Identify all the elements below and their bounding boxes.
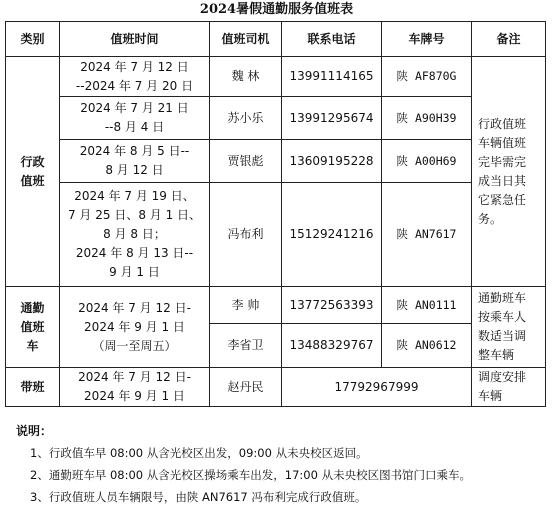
driver-cell: 李省卫 — [210, 324, 282, 368]
note-item: 2、通勤班车早 08:00 从含光校区操场乘车出发，17:00 从未央校区图书馆门口乘车。 — [30, 468, 472, 482]
header-driver: 值班司机 — [210, 22, 282, 57]
duty-time-cell: 2024 年 7 月 12 日 --2024 年 7 月 20 日 — [60, 57, 210, 97]
header-duty-time: 值班时间 — [60, 22, 210, 57]
table-row — [6, 183, 546, 287]
table-row — [6, 97, 546, 140]
driver-cell: 赵丹民 — [210, 368, 282, 407]
duty-schedule-table — [5, 21, 546, 407]
note-item: 1、行政值车早 08:00 从含光校区出发，09:00 从未央校区返回。 — [30, 446, 368, 460]
plate-cell: 陕 AN0612 — [382, 324, 472, 368]
driver-cell: 李 帅 — [210, 287, 282, 324]
phone-cell: 15129241216 — [282, 183, 382, 287]
plate-cell: 陕 AN7617 — [382, 183, 472, 287]
header-phone: 联系电话 — [282, 22, 382, 57]
driver-cell: 贾银彪 — [210, 140, 282, 183]
header-row — [6, 22, 546, 57]
remark-shuttle: 通勤班车 按乘车人 数适当调 整车辆 — [472, 287, 546, 368]
phone-cell: 17792967999 — [282, 368, 472, 407]
category-admin: 行政 值班 — [6, 57, 60, 287]
duty-time-cell: 2024 年 7 月 19 日、 7 月 25 日、8 月 1 日、 8 月 8 日； 2024 年 8 月 13 日-- 9 月 1 日 — [60, 183, 210, 287]
notes-heading: 说明： — [16, 424, 53, 438]
table-row — [6, 140, 546, 183]
table-row — [6, 368, 546, 407]
notes-section — [8, 420, 548, 508]
phone-cell: 13488329767 — [282, 324, 382, 368]
duty-time-cell: 2024 年 7 月 21 日 --8 月 4 日 — [60, 97, 210, 140]
duty-time-cell: 2024 年 8 月 5 日-- 8 月 12 日 — [60, 140, 210, 183]
remark-admin: 行政值班 车辆值班 完毕需完 成当日其 它紧急任 务。 — [472, 57, 546, 287]
driver-cell: 魏 林 — [210, 57, 282, 97]
driver-cell: 苏小乐 — [210, 97, 282, 140]
plate-cell: 陕 AN0111 — [382, 287, 472, 324]
plate-cell: 陕 AF870G — [382, 57, 472, 97]
page-title: 2024暑假通勤服务值班表 — [199, 2, 354, 17]
phone-cell: 13991114165 — [282, 57, 382, 97]
header-plate: 车牌号 — [382, 22, 472, 57]
driver-cell: 冯布利 — [210, 183, 282, 287]
header-category: 类别 — [6, 22, 60, 57]
category-shuttle: 通勤 值班 车 — [6, 287, 60, 368]
table-row — [6, 287, 546, 324]
phone-cell: 13772563393 — [282, 287, 382, 324]
duty-time-cell: 2024 年 7 月 12 日- 2024 年 9 月 1 日 — [60, 368, 210, 407]
plate-cell: 陕 A90H39 — [382, 97, 472, 140]
plate-cell: 陕 A00H69 — [382, 140, 472, 183]
phone-cell: 13609195228 — [282, 140, 382, 183]
note-item: 3、行政值班人员车辆限号，由陕 AN7617 冯布利完成行政值班。 — [30, 490, 367, 504]
duty-time-cell: 2024 年 7 月 12 日- 2024 年 9 月 1 日 （周一至周五） — [60, 287, 210, 368]
table-row — [6, 57, 546, 97]
phone-cell: 13991295674 — [282, 97, 382, 140]
category-lead: 带班 — [6, 368, 60, 407]
header-remark: 备注 — [472, 22, 546, 57]
remark-lead: 调度安排 车辆 — [472, 368, 546, 407]
